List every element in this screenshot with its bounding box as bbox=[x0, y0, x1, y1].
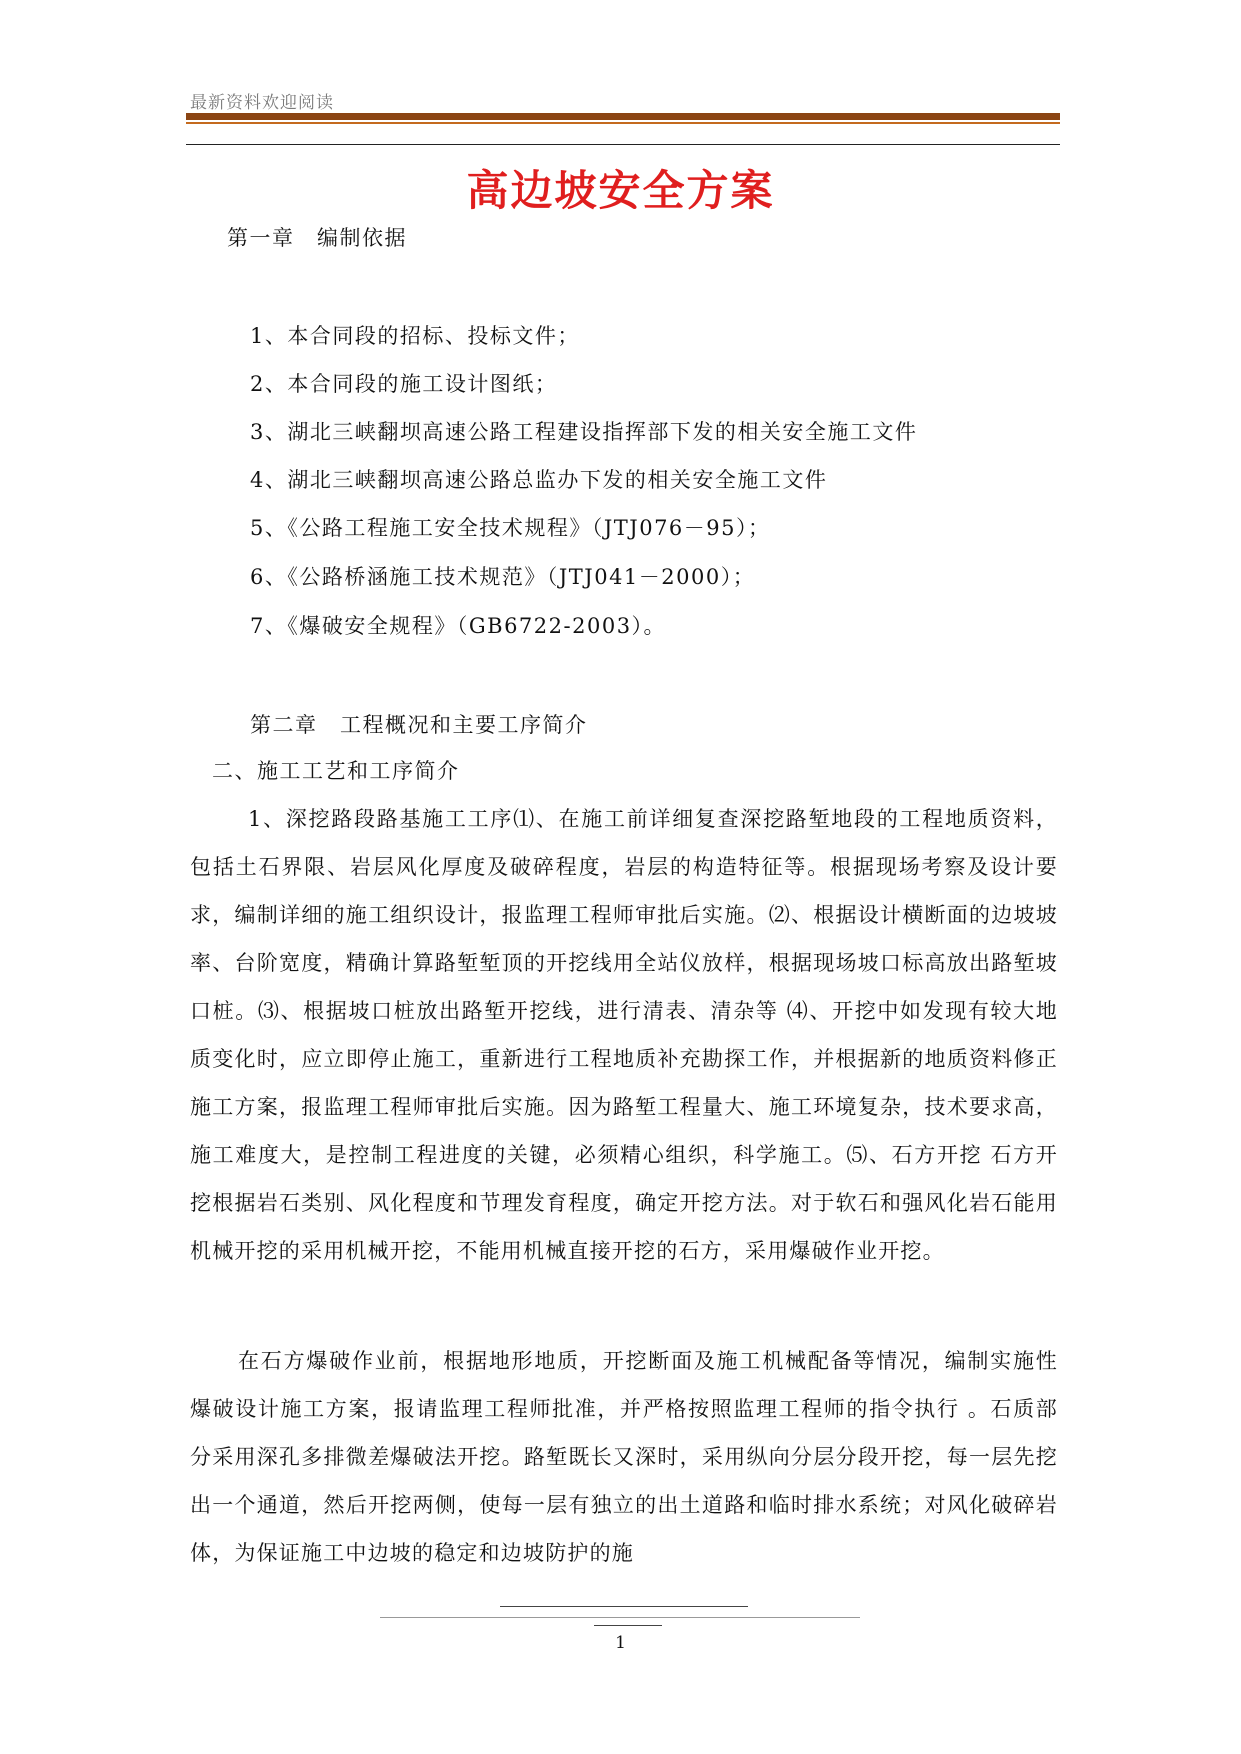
section-heading: 二、施工工艺和工序简介 bbox=[212, 759, 460, 783]
footer-rule bbox=[500, 1606, 748, 1607]
basis-item: 1、本合同段的招标、投标文件； bbox=[250, 324, 580, 348]
footer-rule bbox=[380, 1617, 860, 1618]
basis-item: 3、湖北三峡翻坝高速公路工程建设指挥部下发的相关安全施工文件 bbox=[250, 420, 918, 444]
basis-item: 7、《爆破安全规程》（GB6722-2003）。 bbox=[250, 614, 667, 638]
header-rule-thin bbox=[186, 122, 1060, 124]
body-paragraph: 1、深挖路段路基施工工序⑴、在施工前详细复查深挖路堑地段的工程地质资料，包括土石界限、岩层风化厚度及破碎程度，岩层的构造特征等。根据现场考察及设计要求，编制详细的施工组织设计，报监理工程师审批后实施。⑵、根据设计横断面的边坡坡率、台阶宽度，精确计算路堑堑顶的开挖线用全站仪放样，根据现场坡口标高放出路堑坡口桩。⑶、根据坡口桩放出路堑开挖线，进行清表、清杂等 ⑷、开挖中如发现有较大地质变化时，应立即停止施工，重新进行工程地质补充勘探工作，并根据新的地质资料修正施工方案，报监理工程师审批后实施。因为路堑工程量大、施工环境复杂，技术要求高，施工难度大，是控制工程进度的关键，必须精心组织，科学施工。⑸、石方开挖 石方开挖根据岩石类别、风化程度和节理发育程度，确定开挖方法。对于软石和强风化岩石能用机械开挖的采用机械开挖，不能用机械直接开挖的石方，采用爆破作业开挖。 bbox=[190, 807, 1058, 1263]
chapter1-heading: 第一章 编制依据 bbox=[227, 226, 407, 250]
document-title: 高边坡安全方案 bbox=[466, 166, 775, 215]
page-number: 1 bbox=[615, 1633, 626, 1653]
basis-item: 5、《公路工程施工安全技术规程》（JTJ076－95）； bbox=[250, 516, 771, 540]
chapter2-heading: 第二章 工程概况和主要工序简介 bbox=[250, 713, 588, 737]
footer-rule bbox=[594, 1625, 662, 1626]
header-rule-thick bbox=[186, 113, 1060, 120]
page-header-text: 最新资料欢迎阅读 bbox=[190, 93, 334, 113]
body-paragraph: 在石方爆破作业前，根据地形地质，开挖断面及施工机械配备等情况，编制实施性爆破设计施工方案，报请监理工程师批准，并严格按照监理工程师的指令执行 。石质部分采用深孔多排微差爆破法开挖。路堑既长又深时，采用纵向分层分段开挖，每一层先挖出一个通道，然后开挖两侧，使每一层有独立的出土道路和临时排水系统；对风化破碎岩体，为保证施工中边坡的稳定和边坡防护的施 bbox=[190, 1349, 1058, 1565]
basis-item: 2、本合同段的施工设计图纸； bbox=[250, 372, 558, 396]
basis-item: 6、《公路桥涵施工技术规范》（JTJ041－2000）； bbox=[250, 565, 756, 589]
header-divider bbox=[186, 144, 1060, 145]
basis-item: 4、湖北三峡翻坝高速公路总监办下发的相关安全施工文件 bbox=[250, 468, 828, 492]
